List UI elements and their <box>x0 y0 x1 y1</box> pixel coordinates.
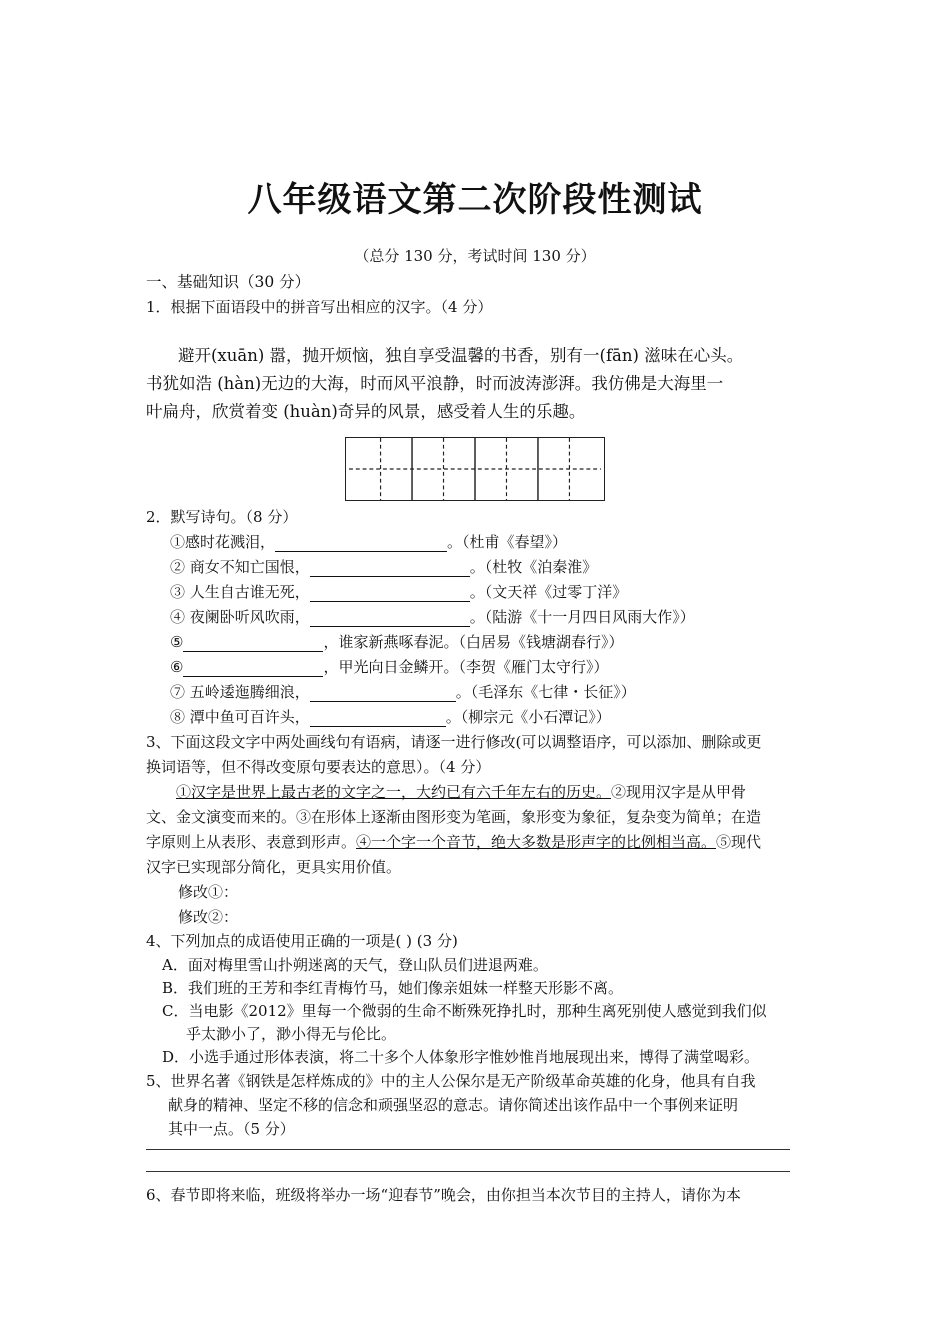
question-2-prompt: 2．默写诗句。（8 分） <box>146 508 298 526</box>
option-c[interactable]: C．当电影《2012》里每一个微弱的生命不断殊死挣扎时，那种生离死别使人感觉到我们似 <box>162 1002 767 1020</box>
question-3-text: 字原则上从表形、表意到形声。④一个字一个音节，绝大多数是形声字的比例相当高。⑤现代 <box>146 833 762 851</box>
answer-line[interactable] <box>146 1149 790 1150</box>
poem-line-5: ⑤ ，谁家新燕啄春泥。（白居易《钱塘湖春行》） <box>170 633 624 651</box>
answer-blank[interactable] <box>310 560 470 577</box>
question-6-prompt: 6、春节即将来临，班级将举办一场“迎春节”晚会，由你担当本次节目的主持人，请你为本 <box>146 1186 741 1204</box>
underlined-sentence: ④一个字一个音节，绝大多数是形声字的比例相当高。 <box>356 833 717 851</box>
question-3-prompt: 3、下面这段文字中两处画线句有语病，请逐一进行修改(可以调整语序，可以添加、删除或更 <box>146 733 762 751</box>
question-3-text: 汉字已实现部分简化，更具实用价值。 <box>146 858 402 876</box>
option-b[interactable]: B．我们班的王芳和李红青梅竹马，她们像亲姐妹一样整天形影不离。 <box>162 979 624 997</box>
answer-blank[interactable] <box>275 535 447 552</box>
answer-grid[interactable] <box>345 437 605 501</box>
answer-blank[interactable] <box>183 660 323 677</box>
option-d[interactable]: D．小选手通过形体表演，将二十多个人体象形字惟妙惟肖地展现出来，博得了满堂喝彩。 <box>162 1048 760 1066</box>
poem-line-4: ④ 夜阑卧听风吹雨， 。（陆游《十一月四日风雨大作》） <box>170 608 695 626</box>
poem-line-2: ② 商女不知亡国恨， 。（杜牧《泊秦淮》 <box>170 558 598 576</box>
revision-label[interactable]: 修改①： <box>178 883 239 901</box>
question-4-prompt: 4、下列加点的成语使用正确的一项是( ) (3 分) <box>146 932 458 950</box>
answer-blank[interactable] <box>310 610 470 627</box>
answer-blank[interactable] <box>310 585 470 602</box>
question-1-text: 叶扁舟，欣赏着变 (huàn)奇异的风景，感受着人生的乐趣。 <box>146 402 586 421</box>
poem-line-7: ⑦ 五岭逶迤腾细浪， 。（毛泽东《七律・长征》） <box>170 683 636 701</box>
underlined-sentence: ①汉字是世界上最古老的文字之一，大约已有六千年左右的历史。 <box>176 783 612 801</box>
option-c-continued: 乎太渺小了，渺小得无与伦比。 <box>186 1025 397 1043</box>
revision-label[interactable]: 修改②： <box>178 908 239 926</box>
question-1-prompt: 1．根据下面语段中的拼音写出相应的汉字。（4 分） <box>146 298 493 316</box>
answer-blank[interactable] <box>183 635 323 652</box>
answer-line[interactable] <box>146 1171 790 1172</box>
question-3-text: 文、金文演变而来的。③在形体上逐渐由图形变为笔画，象形变为象征，复杂变为简单；在造 <box>146 808 762 826</box>
page-subtitle: （总分 130 分，考试时间 130 分） <box>354 247 596 265</box>
poem-line-3: ③ 人生自古谁无死， 。（文天祥《过零丁洋》 <box>170 583 628 601</box>
poem-line-8: ⑧ 潭中鱼可百许头， 。（柳宗元《小石潭记》） <box>170 708 611 726</box>
poem-line-6: ⑥ ，甲光向日金鳞开。（李贺《雁门太守行》） <box>170 658 609 676</box>
page-title: 八年级语文第二次阶段性测试 <box>247 180 703 220</box>
question-1-text: 书犹如浩 (hàn)无边的大海，时而风平浪静，时而波涛澎湃。我仿佛是大海里一 <box>146 374 724 393</box>
option-a[interactable]: A．面对梅里雪山扑朔迷离的天气，登山队员们进退两难。 <box>162 956 548 974</box>
question-5-prompt: 其中一点。（5 分） <box>168 1120 295 1138</box>
question-5-prompt: 5、世界名著《钢铁是怎样炼成的》中的主人公保尔是无产阶级革命英雄的化身，他具有自我 <box>146 1072 756 1090</box>
poem-line-1: ①感时花溅泪， 。（杜甫《春望》） <box>170 533 568 551</box>
answer-blank[interactable] <box>310 685 456 702</box>
question-1-text: 避开(xuān) 嚣，抛开烦恼，独自享受温馨的书香，别有一(fān) 滋味在心头。 <box>178 346 744 365</box>
question-3-text: ①汉字是世界上最古老的文字之一，大约已有六千年左右的历史。②现用汉字是从甲骨 <box>176 783 747 801</box>
question-5-prompt: 献身的精神、坚定不移的信念和顽强坚忍的意志。请你简述出该作品中一个事例来证明 <box>168 1096 739 1114</box>
section-heading: 一、基础知识（30 分） <box>146 273 311 291</box>
question-3-prompt: 换词语等，但不得改变原句要表达的意思）。（4 分） <box>146 758 491 776</box>
answer-blank[interactable] <box>310 710 446 727</box>
